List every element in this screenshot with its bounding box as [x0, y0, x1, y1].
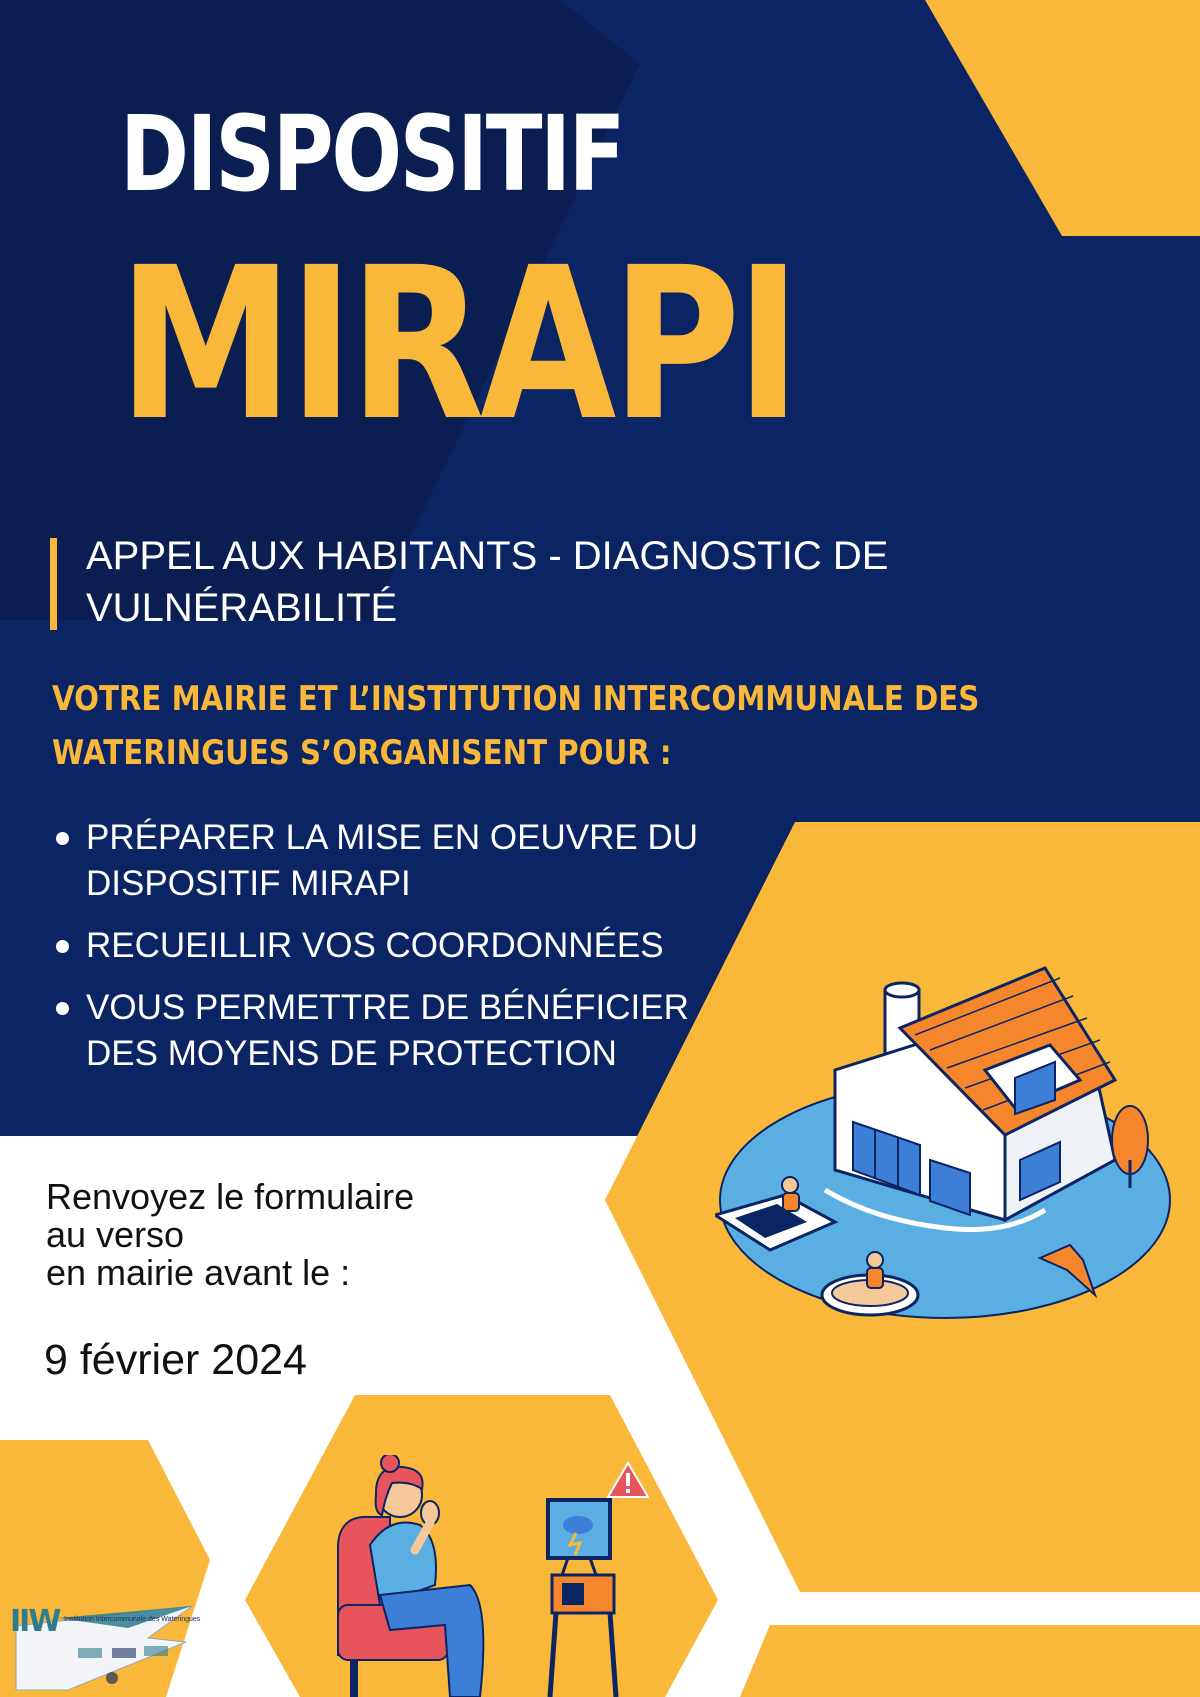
logo-text: IIW — [10, 1604, 60, 1639]
logo-subtitle: Institution Intercommunale des Wateringues — [64, 1616, 201, 1623]
organizers-text: VOTRE MAIRIE ET L’INSTITUTION INTERCOMMUNALE DES WATERINGUES S’ORGANISENT POUR : — [52, 679, 980, 773]
cta-line3: en mairie avant le : — [46, 1252, 351, 1293]
bullet-text: RECUEILLIR VOS COORDONNÉES — [86, 926, 664, 965]
bullet-item — [52, 985, 752, 1077]
appeal-heading: APPEL AUX HABITANTS - DIAGNOSTIC DE VULNÉRABILITÉ — [86, 534, 889, 630]
bullet-text: PRÉPARER LA MISE EN OEUVRE DU DISPOSITIF MIRAPI — [86, 818, 699, 903]
deadline-date: 9 février 2024 — [44, 1336, 307, 1384]
call-to-action — [46, 1178, 606, 1292]
warning-sign-icon — [608, 1463, 648, 1497]
cta-line2: au verso — [46, 1214, 185, 1255]
bullet-item — [52, 923, 752, 969]
bullet-dot — [56, 940, 69, 953]
bullet-dot — [56, 832, 69, 845]
title-mirapi: MIRAPI — [118, 222, 797, 467]
accent-bar — [50, 538, 57, 630]
cta-line1: Renvoyez le formulaire — [46, 1176, 415, 1217]
title-dispositif: DISPOSITIF — [120, 93, 624, 215]
worried-woman-illustration — [330, 1455, 650, 1697]
bullet-item — [52, 815, 752, 907]
bullet-list — [52, 815, 752, 1093]
flooded-house-illustration — [715, 960, 1175, 1340]
bullet-dot — [56, 1002, 69, 1015]
bullet-text: VOUS PERMETTRE DE BÉNÉFICIER DES MOYENS DE PROTECTION — [86, 988, 689, 1073]
